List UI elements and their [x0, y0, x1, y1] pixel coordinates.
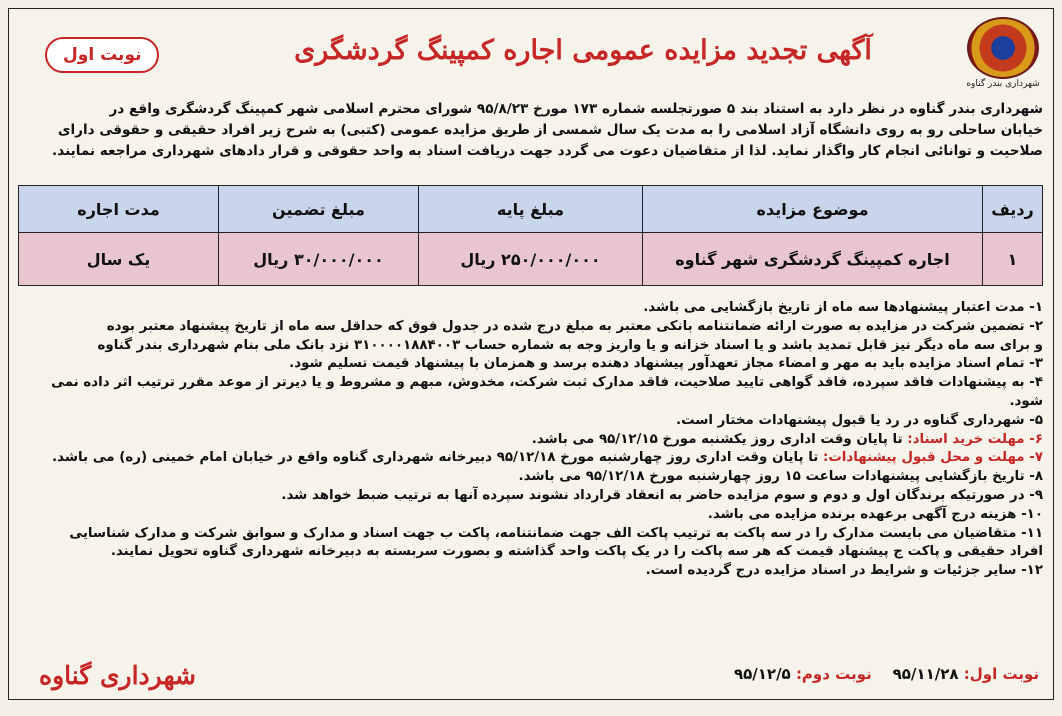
intro-line: خیابان ساحلی رو به روی دانشگاه آزاد اسلامی را به مدت یک سال شمسی از طریق مزایده عمومی (کتبی) به شرح زیر افراد حقیقی و حقوقی دارای: [58, 122, 1043, 138]
condition-text: تا پایان وقت اداری روز چهارشنبه مورخ ۹۵/۱۲/۱۸ دبیرخانه شهرداری گناوه واقع در خیابان امام خمینی (ره) می باشد.: [52, 450, 819, 466]
condition-item: ۴- به پیشنهادات فاقد سپرده، فاقد گواهی تایید صلاحیت، فاقد مدارک ثبت شرکت، مخدوش، مبهم و مشروط و یا دیرتر از موعد مقرر ترتیب اثر داده نمی شود.: [51, 375, 1043, 409]
signature: شهرداری گناوه: [39, 661, 196, 690]
second-round-label: نوبت دوم:: [795, 665, 872, 683]
condition-item: ۸- تاریخ بازگشایی پیشنهادات ساعت ۱۵ روز چهارشنبه مورخ ۹۵/۱۲/۱۸ می باشد.: [518, 469, 1043, 485]
condition-item: ۲- تضمین شرکت در مزایده به صورت ارائه ضمانتنامه بانکی معتبر به مبلغ درج شده در جدول فوق که حداقل سه ماه از تاریخ پیشنهاد معتبر بوده: [106, 318, 1043, 334]
condition-item: ۱- مدت اعتبار پیشنهادها سه ماه از تاریخ بازگشایی می باشد.: [643, 300, 1043, 315]
table-row: [19, 233, 1043, 286]
condition-label: ۶- مهلت خرید اسناد:: [907, 431, 1043, 447]
cell-base-price: ۲۵۰/۰۰۰/۰۰۰ ریال: [419, 233, 643, 286]
municipality-logo-icon: [967, 17, 1039, 79]
header-subject: موضوع مزایده: [643, 186, 983, 233]
notice-title: آگهی تجدید مزایده عمومی اجاره کمپینگ گردشگری: [294, 35, 872, 66]
condition-item: ۹- در صورتیکه برندگان اول و دوم و سوم مزایده حاضر به انعقاد قرارداد نشوند سپرده آنها به ترتیب ضبط خواهد شد.: [281, 487, 1043, 503]
round-badge: نوبت اول: [45, 37, 159, 73]
intro-paragraph: [19, 99, 1043, 162]
table-header-row: [19, 186, 1043, 233]
first-round-label: نوبت اول:: [963, 665, 1039, 683]
second-round-date: ۹۵/۱۲/۵: [733, 665, 791, 683]
condition-item: [19, 431, 1043, 450]
condition-text: تا پایان وقت اداری روز یکشنبه مورخ ۹۵/۱۲/۱۵ می باشد.: [531, 431, 903, 447]
condition-item: [19, 449, 1043, 468]
header-guarantee: مبلغ تضمین: [219, 186, 419, 233]
logo-caption: شهرداری بندر گناوه: [966, 79, 1040, 89]
newspaper-notice: [8, 8, 1054, 700]
cell-subject: اجاره کمپینگ گردشگری شهر گناوه: [643, 233, 983, 286]
condition-item: و برای سه ماه دیگر نیز قابل تمدید باشد و یا اسناد خزانه و یا واریز وجه به شماره حساب ۳۱۰۰۰۰۱۸۸۴۰۰۳ نزد بانک ملی بنام شهرداری بندر گناوه: [97, 337, 1043, 353]
cell-duration: یک سال: [19, 233, 219, 286]
header-base-price: مبلغ پایه: [419, 186, 643, 233]
cell-row-number: ۱: [983, 233, 1043, 286]
condition-label: ۷- مهلت و محل قبول پیشنهادات:: [822, 450, 1043, 466]
condition-item: ۱۰- هزینه درج آگهی برعهده برنده مزایده می باشد.: [707, 506, 1043, 522]
condition-item: ۱۲- سایر جزئیات و شرایط در اسناد مزایده درج گردیده است.: [645, 563, 1043, 579]
header-duration: مدت اجاره: [19, 186, 219, 233]
condition-item: ۵- شهرداری گناوه در رد یا قبول پیشنهادات مختار است.: [676, 412, 1043, 428]
condition-item: افراد حقیقی و پاکت ج پیشنهاد قیمت که هر سه پاکت را در یک پاکت واحد گذاشته و بصورت سربسته به دبیرخانه شهرداری گناوه تحویل نمایند.: [110, 544, 1043, 560]
header-row-number: ردیف: [983, 186, 1043, 233]
auction-table: [18, 185, 1043, 286]
condition-item: ۱۱- متقاضیان می بایست مدارک را در سه پاکت به ترتیب پاکت الف جهت ضمانتنامه، پاکت ب جهت اسناد و مدارک و سوابق شرکت و مدارک شناسایی: [69, 525, 1043, 541]
intro-line: صلاحیت و توانائی انجام کار واگذار نماید. لذا از متقاضیان دعوت می گردد جهت دریافت اسناد به واحد حقوقی و قرار دادهای شهرداری مراجعه نمایند.: [52, 143, 1043, 159]
notice-header: [9, 9, 1053, 97]
cell-guarantee: ۳۰/۰۰۰/۰۰۰ ریال: [219, 233, 419, 286]
condition-item: ۳- تمام اسناد مزایده باید به مهر و امضاء مجاز تعهدآور پیشنهاد دهنده برسد و همزمان با پیشنهاد قیمت تسلیم شود.: [289, 356, 1043, 372]
publication-dates: [734, 665, 1039, 683]
intro-line: شهرداری بندر گناوه در نظر دارد به استناد بند ۵ صورتجلسه شماره ۱۷۳ مورخ ۹۵/۸/۲۳ شورای محترم اسلامی شهر کمپینگ گردشگری واقع در: [109, 101, 1043, 117]
conditions-list: [19, 299, 1043, 581]
first-round-date: ۹۵/۱۱/۲۸: [892, 665, 959, 683]
